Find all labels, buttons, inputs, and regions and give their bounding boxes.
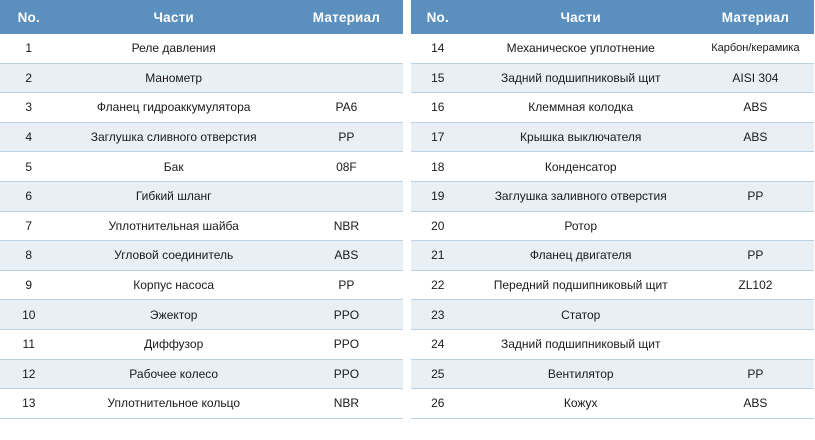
table-row bbox=[0, 93, 403, 123]
table-row bbox=[411, 211, 814, 241]
cell-part: Ротор bbox=[465, 211, 697, 241]
right-table-head bbox=[411, 0, 814, 34]
cell-part: Вентилятор bbox=[465, 359, 697, 389]
cell-part: Фланец двигателя bbox=[465, 241, 697, 271]
table-row bbox=[411, 63, 814, 93]
right-table-body bbox=[411, 34, 814, 418]
table-row bbox=[0, 122, 403, 152]
table-row bbox=[0, 270, 403, 300]
cell-no: 17 bbox=[411, 122, 465, 152]
table-row bbox=[411, 359, 814, 389]
cell-no: 21 bbox=[411, 241, 465, 271]
table-row bbox=[411, 389, 814, 419]
left-header-parts: Части bbox=[58, 0, 290, 34]
left-header-no: No. bbox=[0, 0, 58, 34]
cell-part: Манометр bbox=[58, 63, 290, 93]
cell-no: 25 bbox=[411, 359, 465, 389]
cell-part: Фланец гидроаккумулятора bbox=[58, 93, 290, 123]
cell-part: Статор bbox=[465, 300, 697, 330]
cell-material: PP bbox=[697, 181, 814, 211]
cell-part: Корпус насоса bbox=[58, 270, 290, 300]
cell-part: Реле давления bbox=[58, 34, 290, 63]
table-row bbox=[411, 300, 814, 330]
cell-no: 7 bbox=[0, 211, 58, 241]
cell-part: Угловой соединитель bbox=[58, 241, 290, 271]
left-table bbox=[0, 0, 403, 419]
right-header-row bbox=[411, 0, 814, 34]
cell-no: 16 bbox=[411, 93, 465, 123]
table-row bbox=[0, 389, 403, 419]
left-table-block bbox=[0, 0, 407, 440]
cell-material: NBR bbox=[290, 211, 403, 241]
cell-material: ABS bbox=[697, 389, 814, 419]
cell-part: Бак bbox=[58, 152, 290, 182]
cell-no: 22 bbox=[411, 270, 465, 300]
cell-part: Крышка выключателя bbox=[465, 122, 697, 152]
cell-material: AISI 304 bbox=[697, 63, 814, 93]
cell-part: Уплотнительное кольцо bbox=[58, 389, 290, 419]
table-row bbox=[411, 122, 814, 152]
cell-no: 20 bbox=[411, 211, 465, 241]
cell-no: 5 bbox=[0, 152, 58, 182]
table-row bbox=[411, 329, 814, 359]
table-row bbox=[0, 181, 403, 211]
cell-no: 13 bbox=[0, 389, 58, 419]
cell-material bbox=[697, 300, 814, 330]
cell-no: 19 bbox=[411, 181, 465, 211]
cell-part: Заглушка сливного отверстия bbox=[58, 122, 290, 152]
table-row bbox=[411, 181, 814, 211]
cell-no: 15 bbox=[411, 63, 465, 93]
left-table-body bbox=[0, 34, 403, 418]
cell-no: 3 bbox=[0, 93, 58, 123]
cell-material: PP bbox=[290, 122, 403, 152]
cell-material: PP bbox=[290, 270, 403, 300]
cell-material bbox=[697, 211, 814, 241]
table-row bbox=[0, 241, 403, 271]
cell-no: 2 bbox=[0, 63, 58, 93]
cell-material: PPO bbox=[290, 300, 403, 330]
right-header-no: No. bbox=[411, 0, 465, 34]
cell-material: PP bbox=[697, 241, 814, 271]
table-row bbox=[0, 152, 403, 182]
left-header-material: Материал bbox=[290, 0, 403, 34]
cell-no: 24 bbox=[411, 329, 465, 359]
cell-material: ABS bbox=[697, 93, 814, 123]
cell-material bbox=[290, 34, 403, 63]
cell-part: Задний подшипниковый щит bbox=[465, 329, 697, 359]
cell-material: PA6 bbox=[290, 93, 403, 123]
right-header-parts: Части bbox=[465, 0, 697, 34]
table-row bbox=[411, 270, 814, 300]
cell-material: Карбон/керамика bbox=[697, 34, 814, 63]
table-row bbox=[0, 329, 403, 359]
table-row bbox=[411, 152, 814, 182]
cell-no: 18 bbox=[411, 152, 465, 182]
cell-part: Задний подшипниковый щит bbox=[465, 63, 697, 93]
cell-material: ABS bbox=[290, 241, 403, 271]
cell-no: 1 bbox=[0, 34, 58, 63]
cell-material: PPO bbox=[290, 329, 403, 359]
table-row bbox=[0, 359, 403, 389]
table-row bbox=[411, 34, 814, 63]
cell-part: Кожух bbox=[465, 389, 697, 419]
cell-no: 8 bbox=[0, 241, 58, 271]
right-table bbox=[411, 0, 814, 419]
cell-part: Диффузор bbox=[58, 329, 290, 359]
cell-no: 11 bbox=[0, 329, 58, 359]
cell-part: Гибкий шланг bbox=[58, 181, 290, 211]
left-header-row bbox=[0, 0, 403, 34]
cell-part: Заглушка заливного отверстия bbox=[465, 181, 697, 211]
cell-no: 10 bbox=[0, 300, 58, 330]
cell-no: 23 bbox=[411, 300, 465, 330]
cell-part: Эжектор bbox=[58, 300, 290, 330]
table-row bbox=[0, 63, 403, 93]
right-header-material: Материал bbox=[697, 0, 814, 34]
cell-material: ABS bbox=[697, 122, 814, 152]
cell-part: Уплотнительная шайба bbox=[58, 211, 290, 241]
cell-no: 6 bbox=[0, 181, 58, 211]
cell-no: 9 bbox=[0, 270, 58, 300]
cell-material bbox=[697, 152, 814, 182]
cell-material bbox=[290, 181, 403, 211]
table-row bbox=[0, 34, 403, 63]
cell-material: ZL102 bbox=[697, 270, 814, 300]
cell-material: 08F bbox=[290, 152, 403, 182]
cell-material: NBR bbox=[290, 389, 403, 419]
cell-part: Конденсатор bbox=[465, 152, 697, 182]
table-row bbox=[0, 300, 403, 330]
cell-material bbox=[697, 329, 814, 359]
cell-part: Рабочее колесо bbox=[58, 359, 290, 389]
cell-no: 14 bbox=[411, 34, 465, 63]
cell-no: 12 bbox=[0, 359, 58, 389]
cell-part: Механическое уплотнение bbox=[465, 34, 697, 63]
left-table-head bbox=[0, 0, 403, 34]
table-row bbox=[411, 93, 814, 123]
right-table-block bbox=[407, 0, 814, 440]
cell-no: 26 bbox=[411, 389, 465, 419]
cell-part: Клеммная колодка bbox=[465, 93, 697, 123]
table-row bbox=[411, 241, 814, 271]
cell-material bbox=[290, 63, 403, 93]
table-row bbox=[0, 211, 403, 241]
cell-no: 4 bbox=[0, 122, 58, 152]
cell-part: Передний подшипниковый щит bbox=[465, 270, 697, 300]
cell-material: PP bbox=[697, 359, 814, 389]
cell-material: PPO bbox=[290, 359, 403, 389]
